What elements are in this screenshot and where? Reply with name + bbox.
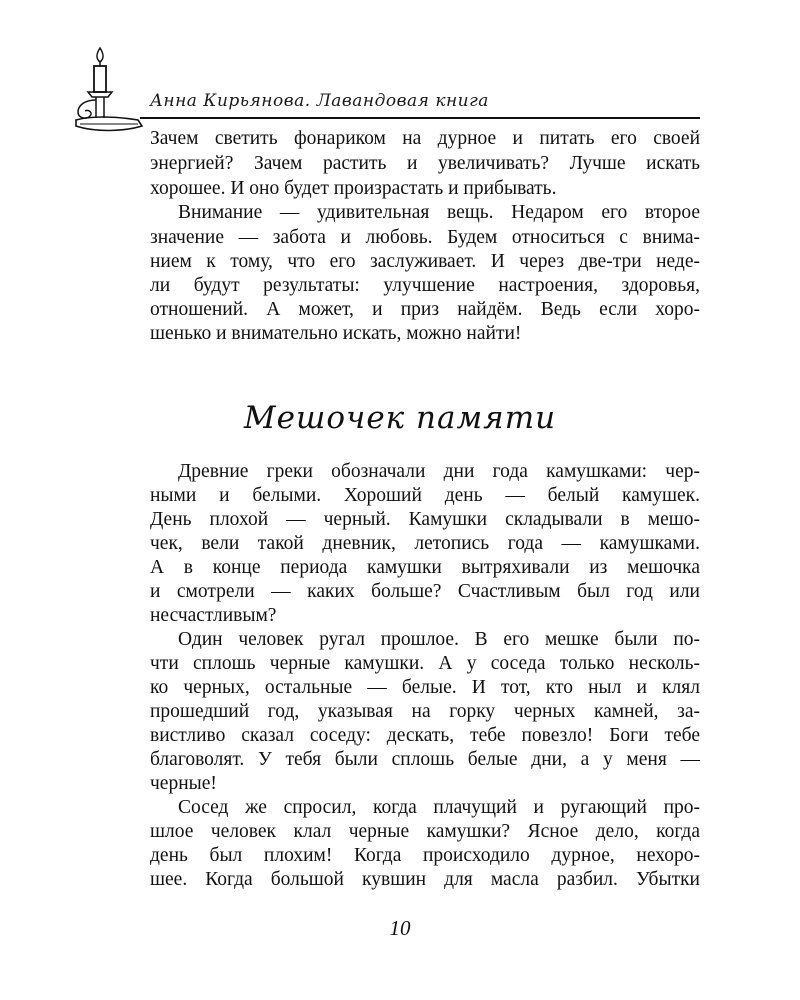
text-line: ными и белыми. Хороший день — белый камушек. [150, 485, 700, 506]
text-line: ко черных, остальные — белые. И тот, кто ныл и клял [150, 677, 700, 698]
candle-icon [72, 44, 150, 136]
text-line: нием к тому, что его заслуживает. И через две-три неде- [150, 251, 700, 272]
text-line: Внимание — удивительная вещь. Недаром его второе [178, 202, 700, 223]
text-line: ли будут результаты: улучшение настроения, здоровья, [150, 275, 700, 296]
section-title: Мешочек памяти [243, 400, 557, 436]
text-line: чек, вели такой дневник, летопись года — камушками. [150, 533, 700, 554]
text-line: А в конце периода камушки вытряхивали из мешочка [150, 557, 700, 578]
text-line: черные! [150, 773, 217, 794]
text-line: хорошее. И оно будет произрастать и прибывать. [150, 178, 557, 199]
running-head: Анна Кирьянова. Лавандовая книга [150, 91, 489, 111]
text-line: значение — забота и любовь. Будем относиться с внима- [150, 227, 700, 248]
header-rule [140, 117, 700, 119]
text-line: день был плохим! Когда происходило дурное, нехоро- [150, 845, 700, 866]
text-line: вистливо сказал соседу: дескать, тебе повезло! Боги тебе [150, 725, 700, 746]
text-line: День плохой — черный. Камушки складывали в мешо- [150, 509, 700, 530]
text-line: Сосед же спросил, когда плачущий и ругающий про- [178, 797, 700, 818]
text-line: отношений. А может, и приз найдём. Ведь если хоро- [150, 299, 700, 320]
text-line: прошедший год, указывая на горку черных камней, за- [150, 701, 700, 722]
text-line: шлое человек клал черные камушки? Ясное дело, когда [150, 821, 700, 842]
text-line: чти сплошь черные камушки. А у соседа только несколь- [150, 653, 700, 674]
text-line: Один человек ругал прошлое. В его мешке были по- [178, 629, 700, 650]
page-number: 10 [389, 916, 411, 940]
text-line: несчастливым? [150, 605, 277, 626]
text-line: шее. Когда большой кувшин для масла разбил. Убытки [150, 869, 700, 890]
text-line: энергией? Зачем растить и увеличивать? Лучше искать [150, 153, 700, 174]
text-line: шенько и внимательно искать, можно найти! [150, 323, 522, 344]
text-line: благоволят. У тебя были сплошь белые дни, а у меня — [150, 749, 700, 770]
text-line: Зачем светить фонариком на дурное и питать его своей [150, 128, 700, 149]
text-line: Древние греки обозначали дни года камушками: чер- [178, 461, 700, 482]
text-line: и смотрели — каких больше? Счастливым был год или [150, 581, 700, 602]
